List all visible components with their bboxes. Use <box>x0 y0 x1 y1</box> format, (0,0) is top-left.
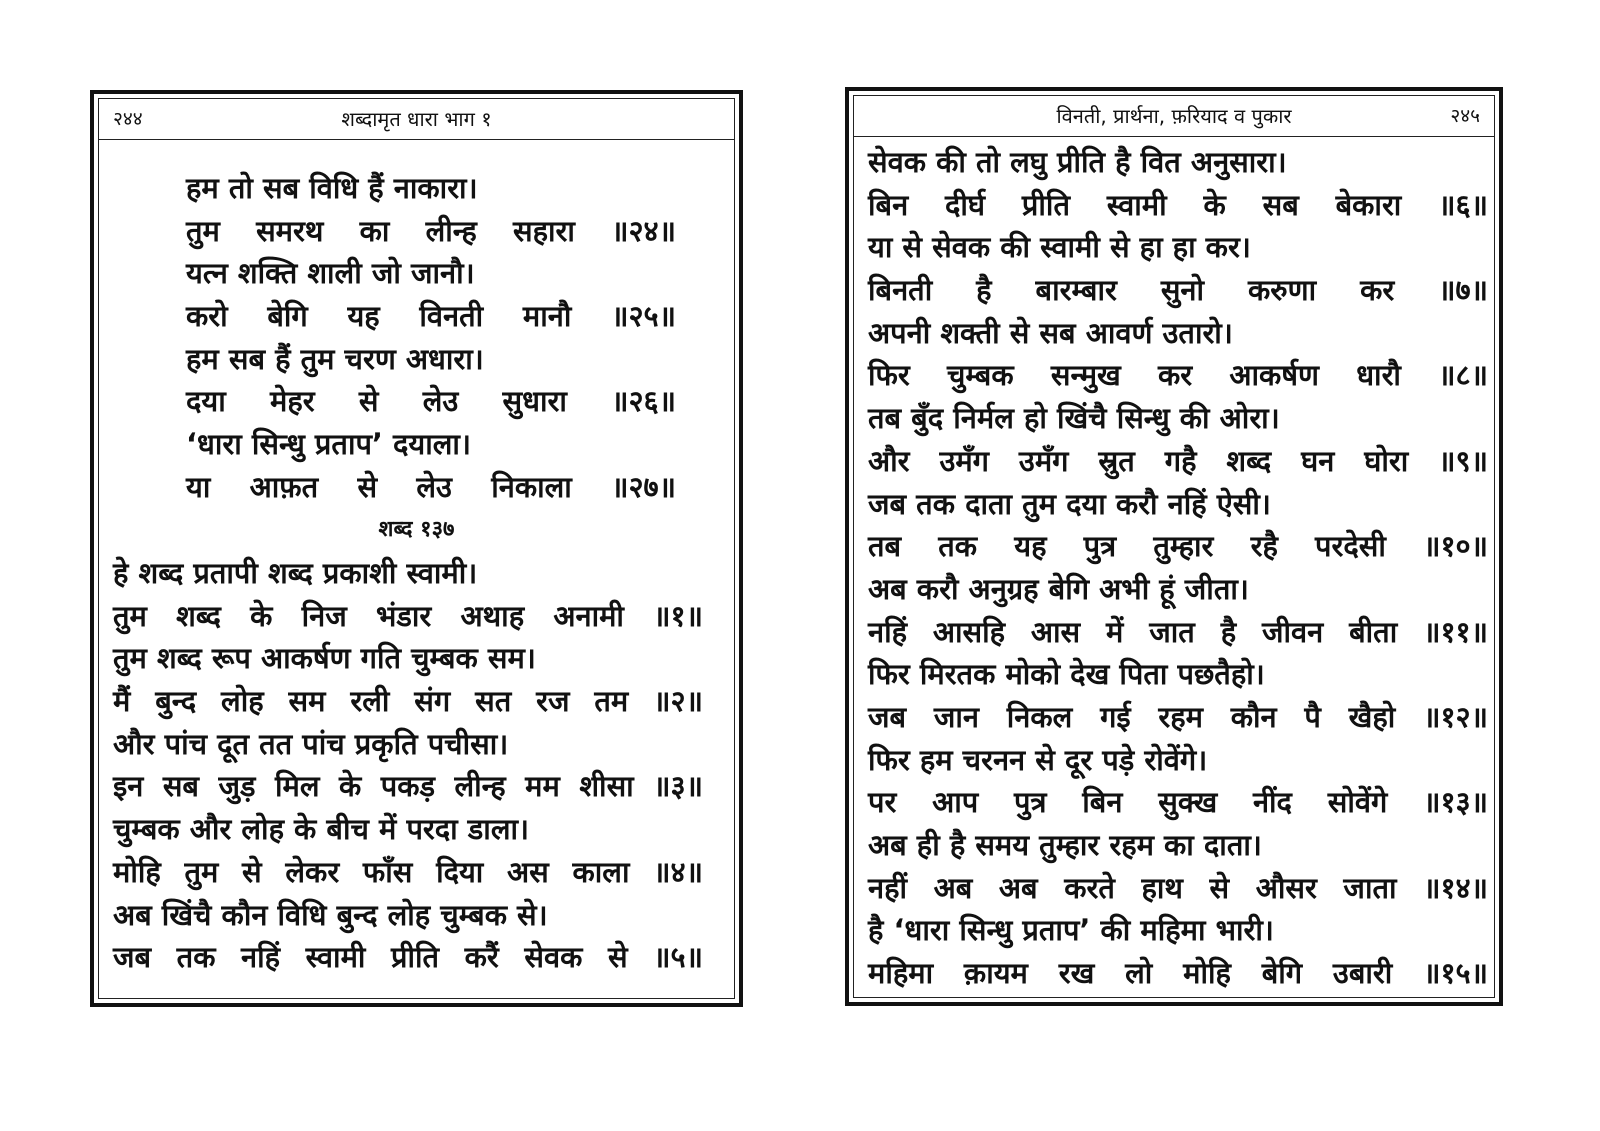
page-header <box>99 99 734 140</box>
verse-line: नहिं आसहि आस में जात है जीवन बीता ॥११॥ <box>868 614 1488 649</box>
verse-line: नहीं अब अब करते हाथ से औसर जाता ॥१४॥ <box>868 870 1488 905</box>
verse-line: हे शब्द प्रतापी शब्द प्रकाशी स्वामी। <box>113 556 478 590</box>
verse-line: तब बुँद निर्मल हो खिंचै सिन्धु की ओरा। <box>868 401 1280 436</box>
verse-line: अब ही है समय तुम्हार रहम का दाता। <box>868 828 1262 862</box>
verse-line: पर आप पुत्र बिन सुक्ख नींद सोवेंगे ॥१३॥ <box>868 785 1488 820</box>
verse-line: फिर हम चरनन से दूर पड़े रोवेंगे। <box>868 742 1208 777</box>
verse-line: फिर मिरतक मोको देख पिता पछतैहो। <box>868 657 1265 692</box>
page-number: २४५ <box>1450 105 1480 127</box>
verse-line: तुम शब्द के निज भंडार अथाह अनामी ॥१॥ <box>113 598 703 633</box>
page-number: २४४ <box>113 108 143 130</box>
verse-line: तुम शब्द रूप आकर्षण गति चुम्बक सम। <box>113 641 536 676</box>
running-title: विनती, प्रार्थना, फ़रियाद व पुकार <box>1056 104 1292 128</box>
verse-line: दया मेहर से लेउ सुधारा ॥२६॥ <box>186 384 676 419</box>
verse-block <box>186 167 676 509</box>
verse-line: फिर चुम्बक सन्मुख कर आकर्षण धारौ ॥८॥ <box>868 358 1488 393</box>
verse-line: करो बेगि यह विनती मानौ ॥२५॥ <box>186 299 676 334</box>
verse-line: है ‘धारा सिन्धु प्रताप’ की महिमा भारी। <box>868 913 1274 948</box>
verse-line: अब करौ अनुग्रह बेगि अभी हूं जीता। <box>868 571 1249 606</box>
verse-line: जब तक नहिं स्वामी प्रीति करैं सेवक से ॥५॥ <box>113 940 703 975</box>
verse-line: या आफ़त से लेउ निकाला ॥२७॥ <box>186 469 676 504</box>
verse-line: तब तक यह पुत्र तुम्हार रहै परदेसी ॥१०॥ <box>868 529 1488 564</box>
verse-line: और उमँग उमँग स्रुत गहै शब्द घन घोरा ॥९॥ <box>868 443 1488 478</box>
running-title: शब्दामृत धारा भाग १ <box>341 107 492 131</box>
page-header <box>854 96 1494 137</box>
verse-line: मोहि तुम से लेकर फाँस दिया अस काला ॥४॥ <box>113 854 703 889</box>
verse-line: चुम्बक और लोह के बीच में परदा डाला। <box>113 812 529 847</box>
section-heading: शब्द १३७ <box>378 517 455 542</box>
verse-line: बिन दीर्घ प्रीति स्वामी के सब बेकारा ॥६॥ <box>868 187 1488 222</box>
verse-line: या से सेवक की स्वामी से हा हा कर। <box>868 230 1251 265</box>
verse-line: मैं बुन्द लोह सम रली संग सत रज तम ॥२॥ <box>113 684 703 719</box>
verse-line: तुम समरथ का लीन्ह सहारा ॥२४॥ <box>186 213 676 248</box>
verse-line: जब जान निकल गई रहम कौन पै खैहो ॥१२॥ <box>868 699 1488 734</box>
verse-line: अपनी शक्ती से सब आवर्ण उतारो। <box>868 315 1233 350</box>
verse-line: अब खिंचै कौन विधि बुन्द लोह चुम्बक से। <box>113 897 548 932</box>
verse-line: बिनती है बारम्बार सुनो करुणा कर ॥७॥ <box>868 273 1488 308</box>
verse-line: महिमा क़ायम रख लो मोहि बेगि उबारी ॥१५॥ <box>868 956 1488 991</box>
verse-line: जब तक दाता तुम दया करौ नहिं ऐसी। <box>868 486 1271 521</box>
right-page <box>845 87 1503 1006</box>
verse-line: इन सब जुड़ मिल के पकड़ लीन्ह मम शीसा ॥३॥ <box>113 769 703 804</box>
left-page <box>90 90 743 1007</box>
verse-line: यत्न शक्ति शाली जो जानौ। <box>186 256 475 291</box>
verse-line: हम तो सब विधि हैं नाकारा। <box>186 171 478 205</box>
verse-line: हम सब हैं तुम चरण अधारा। <box>186 341 484 376</box>
verse-line: सेवक की तो लघु प्रीति है वित अनुसारा। <box>868 145 1287 179</box>
verse-block <box>113 552 703 979</box>
verse-line: ‘धारा सिन्धु प्रताप’ दयाला। <box>186 427 471 462</box>
verse-block <box>868 141 1488 995</box>
verse-line: और पांच दूत तत पांच प्रकृति पचीसा। <box>113 726 509 761</box>
